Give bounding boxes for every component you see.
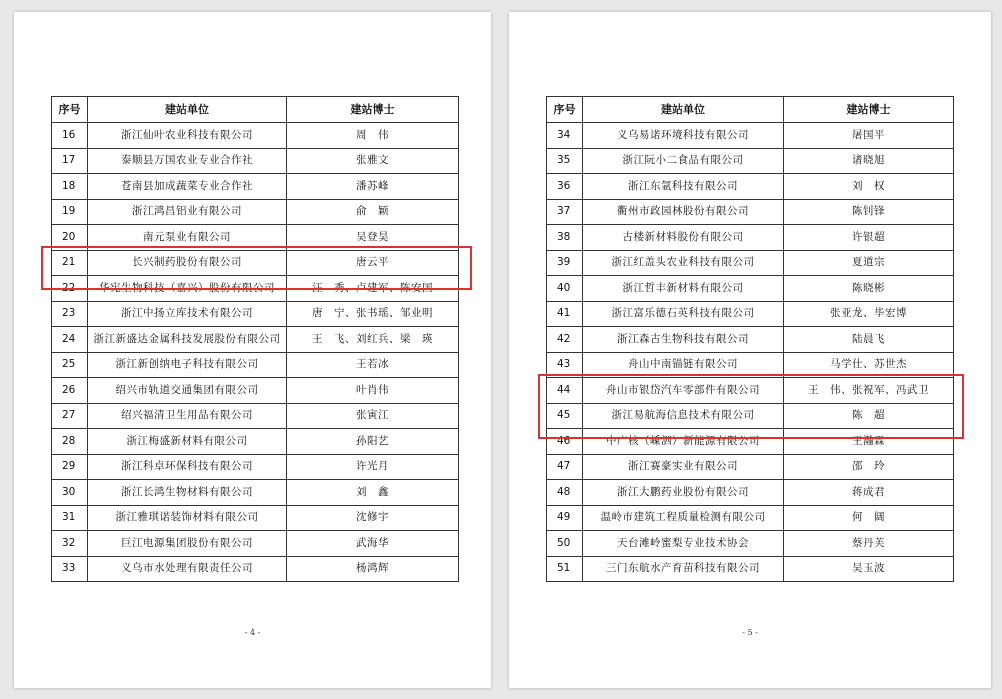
row-seq: 27 xyxy=(52,403,88,429)
row-doctor: 刘 鑫 xyxy=(287,480,459,506)
row-seq: 37 xyxy=(547,199,583,225)
row-seq: 24 xyxy=(52,327,88,353)
row-doctor: 何 阔 xyxy=(784,505,954,531)
row-unit: 古楼新材料股份有限公司 xyxy=(583,225,784,251)
table-row xyxy=(52,403,459,429)
row-doctor: 潘苏峰 xyxy=(287,174,459,200)
table-row xyxy=(547,505,954,531)
row-doctor: 陈钊锋 xyxy=(784,199,954,225)
table-row xyxy=(547,556,954,582)
table-row xyxy=(52,378,459,404)
row-seq: 30 xyxy=(52,480,88,506)
row-doctor: 陈 超 xyxy=(784,403,954,429)
table-row xyxy=(52,225,459,251)
row-doctor: 吴玉波 xyxy=(784,556,954,582)
row-unit: 浙江雅琪诺装饰材料有限公司 xyxy=(88,505,287,531)
table-row xyxy=(547,531,954,557)
row-seq: 49 xyxy=(547,505,583,531)
station-table-page-4 xyxy=(51,96,459,582)
row-unit: 温岭市建筑工程质量检测有限公司 xyxy=(583,505,784,531)
row-unit: 舟山中南锚链有限公司 xyxy=(583,352,784,378)
row-seq: 43 xyxy=(547,352,583,378)
row-unit: 浙江仙叶农业科技有限公司 xyxy=(88,123,287,149)
row-unit: 南元泵业有限公司 xyxy=(88,225,287,251)
station-table-page-5 xyxy=(546,96,954,582)
table-row xyxy=(52,429,459,455)
table-row xyxy=(547,403,954,429)
table-row xyxy=(52,352,459,378)
row-unit: 浙江东氩科技有限公司 xyxy=(583,174,784,200)
row-seq: 31 xyxy=(52,505,88,531)
row-doctor: 张亚龙、毕宏博 xyxy=(784,301,954,327)
row-doctor: 许光月 xyxy=(287,454,459,480)
row-doctor: 诸晓旭 xyxy=(784,148,954,174)
row-seq: 45 xyxy=(547,403,583,429)
table-row xyxy=(52,301,459,327)
row-doctor: 王 飞、刘红兵、梁 瑛 xyxy=(287,327,459,353)
row-unit: 长兴制药股份有限公司 xyxy=(88,250,287,276)
row-seq: 46 xyxy=(547,429,583,455)
table-row xyxy=(547,225,954,251)
table-row xyxy=(52,276,459,302)
row-seq: 39 xyxy=(547,250,583,276)
row-unit: 苍南县加成蔬菜专业合作社 xyxy=(88,174,287,200)
row-seq: 23 xyxy=(52,301,88,327)
row-unit: 衢州市政园林股份有限公司 xyxy=(583,199,784,225)
table-row xyxy=(547,327,954,353)
row-unit: 浙江新创纳电子科技有限公司 xyxy=(88,352,287,378)
row-seq: 20 xyxy=(52,225,88,251)
row-seq: 19 xyxy=(52,199,88,225)
row-seq: 41 xyxy=(547,301,583,327)
row-unit: 浙江大鹏药业股份有限公司 xyxy=(583,480,784,506)
row-doctor: 张雅文 xyxy=(287,148,459,174)
header-seq: 序号 xyxy=(547,97,583,123)
page-number: - 4 - xyxy=(244,628,261,637)
row-doctor: 王瀚霖 xyxy=(784,429,954,455)
table-row xyxy=(52,505,459,531)
row-unit: 绍兴市轨道交通集团有限公司 xyxy=(88,378,287,404)
table-row xyxy=(547,174,954,200)
table-row xyxy=(52,250,459,276)
row-doctor: 唐 宁、张书瑶、邹业明 xyxy=(287,301,459,327)
row-seq: 25 xyxy=(52,352,88,378)
row-doctor: 沈修宇 xyxy=(287,505,459,531)
row-doctor: 屠国平 xyxy=(784,123,954,149)
row-unit: 浙江中扬立库技术有限公司 xyxy=(88,301,287,327)
table-row xyxy=(547,480,954,506)
row-unit: 浙江阮小二食品有限公司 xyxy=(583,148,784,174)
row-doctor: 陈晓彬 xyxy=(784,276,954,302)
table-row xyxy=(52,531,459,557)
row-doctor: 汪 秀、卢建军、陈安国 xyxy=(287,276,459,302)
table-row xyxy=(547,250,954,276)
row-doctor: 吴登昊 xyxy=(287,225,459,251)
table-row xyxy=(547,454,954,480)
table-row xyxy=(547,352,954,378)
header-unit: 建站单位 xyxy=(583,97,784,123)
table-body xyxy=(52,123,459,582)
row-seq: 38 xyxy=(547,225,583,251)
table-row xyxy=(547,378,954,404)
row-unit: 浙江赛豪实业有限公司 xyxy=(583,454,784,480)
row-doctor: 叶肖伟 xyxy=(287,378,459,404)
row-seq: 50 xyxy=(547,531,583,557)
row-unit: 义乌市水处理有限责任公司 xyxy=(88,556,287,582)
row-seq: 18 xyxy=(52,174,88,200)
table-row xyxy=(52,199,459,225)
row-unit: 浙江科卓环保科技有限公司 xyxy=(88,454,287,480)
document-page-4 xyxy=(14,12,491,688)
row-seq: 33 xyxy=(52,556,88,582)
row-seq: 28 xyxy=(52,429,88,455)
row-doctor: 周 伟 xyxy=(287,123,459,149)
row-seq: 21 xyxy=(52,250,88,276)
row-seq: 32 xyxy=(52,531,88,557)
row-seq: 17 xyxy=(52,148,88,174)
row-unit: 泰顺县万国农业专业合作社 xyxy=(88,148,287,174)
table-header-row xyxy=(52,97,459,123)
row-unit: 义乌易诺环境科技有限公司 xyxy=(583,123,784,149)
row-unit: 中广核（嵊泗）新能源有限公司 xyxy=(583,429,784,455)
table-row xyxy=(52,480,459,506)
row-seq: 48 xyxy=(547,480,583,506)
row-unit: 浙江长鸿生物材料有限公司 xyxy=(88,480,287,506)
table-row xyxy=(52,174,459,200)
row-seq: 22 xyxy=(52,276,88,302)
table-row xyxy=(52,454,459,480)
table-row xyxy=(52,123,459,149)
table-row xyxy=(547,148,954,174)
header-doctor: 建站博士 xyxy=(287,97,459,123)
row-unit: 浙江森古生物科技有限公司 xyxy=(583,327,784,353)
row-seq: 16 xyxy=(52,123,88,149)
row-seq: 47 xyxy=(547,454,583,480)
row-seq: 34 xyxy=(547,123,583,149)
row-doctor: 孙阳艺 xyxy=(287,429,459,455)
row-seq: 35 xyxy=(547,148,583,174)
table-row xyxy=(547,276,954,302)
row-doctor: 陆晨飞 xyxy=(784,327,954,353)
row-seq: 26 xyxy=(52,378,88,404)
table-header-row xyxy=(547,97,954,123)
row-unit: 巨江电源集团股份有限公司 xyxy=(88,531,287,557)
row-unit: 浙江红盖头农业科技有限公司 xyxy=(583,250,784,276)
table-row xyxy=(547,199,954,225)
row-unit: 绍兴福清卫生用品有限公司 xyxy=(88,403,287,429)
table-row xyxy=(547,429,954,455)
row-doctor: 蔡丹芙 xyxy=(784,531,954,557)
row-unit: 浙江鸿昌铝业有限公司 xyxy=(88,199,287,225)
row-unit: 浙江梅盛新材料有限公司 xyxy=(88,429,287,455)
row-unit: 三门东航水产育苗科技有限公司 xyxy=(583,556,784,582)
table-row xyxy=(52,148,459,174)
table-row xyxy=(52,327,459,353)
table-row xyxy=(547,301,954,327)
document-page-5 xyxy=(509,12,991,688)
row-doctor: 唐云平 xyxy=(287,250,459,276)
table-row xyxy=(52,556,459,582)
row-unit: 浙江哲丰新材料有限公司 xyxy=(583,276,784,302)
row-doctor: 许银超 xyxy=(784,225,954,251)
header-seq: 序号 xyxy=(52,97,88,123)
row-seq: 36 xyxy=(547,174,583,200)
row-unit: 华宪生物科技（嘉兴）股份有限公司 xyxy=(88,276,287,302)
row-seq: 29 xyxy=(52,454,88,480)
page-number: - 5 - xyxy=(742,628,758,637)
row-doctor: 张寅江 xyxy=(287,403,459,429)
row-unit: 天台滩岭蜜梨专业技术协会 xyxy=(583,531,784,557)
row-seq: 44 xyxy=(547,378,583,404)
row-unit: 浙江新盛达金属科技发展股份有限公司 xyxy=(88,327,287,353)
row-doctor: 杨鸿辉 xyxy=(287,556,459,582)
header-doctor: 建站博士 xyxy=(784,97,954,123)
table-body xyxy=(547,123,954,582)
row-doctor: 俞 颖 xyxy=(287,199,459,225)
row-unit: 浙江易航海信息技术有限公司 xyxy=(583,403,784,429)
row-doctor: 邵 玲 xyxy=(784,454,954,480)
row-unit: 舟山市银岱汽车零部件有限公司 xyxy=(583,378,784,404)
row-doctor: 夏道宗 xyxy=(784,250,954,276)
row-doctor: 武海华 xyxy=(287,531,459,557)
row-seq: 42 xyxy=(547,327,583,353)
row-doctor: 王若冰 xyxy=(287,352,459,378)
row-doctor: 刘 权 xyxy=(784,174,954,200)
row-doctor: 王 伟、张祝军、冯武卫 xyxy=(784,378,954,404)
row-seq: 40 xyxy=(547,276,583,302)
row-unit: 浙江富乐德石英科技有限公司 xyxy=(583,301,784,327)
table-row xyxy=(547,123,954,149)
row-doctor: 马学仕、苏世杰 xyxy=(784,352,954,378)
header-unit: 建站单位 xyxy=(88,97,287,123)
row-seq: 51 xyxy=(547,556,583,582)
row-doctor: 蒋成君 xyxy=(784,480,954,506)
